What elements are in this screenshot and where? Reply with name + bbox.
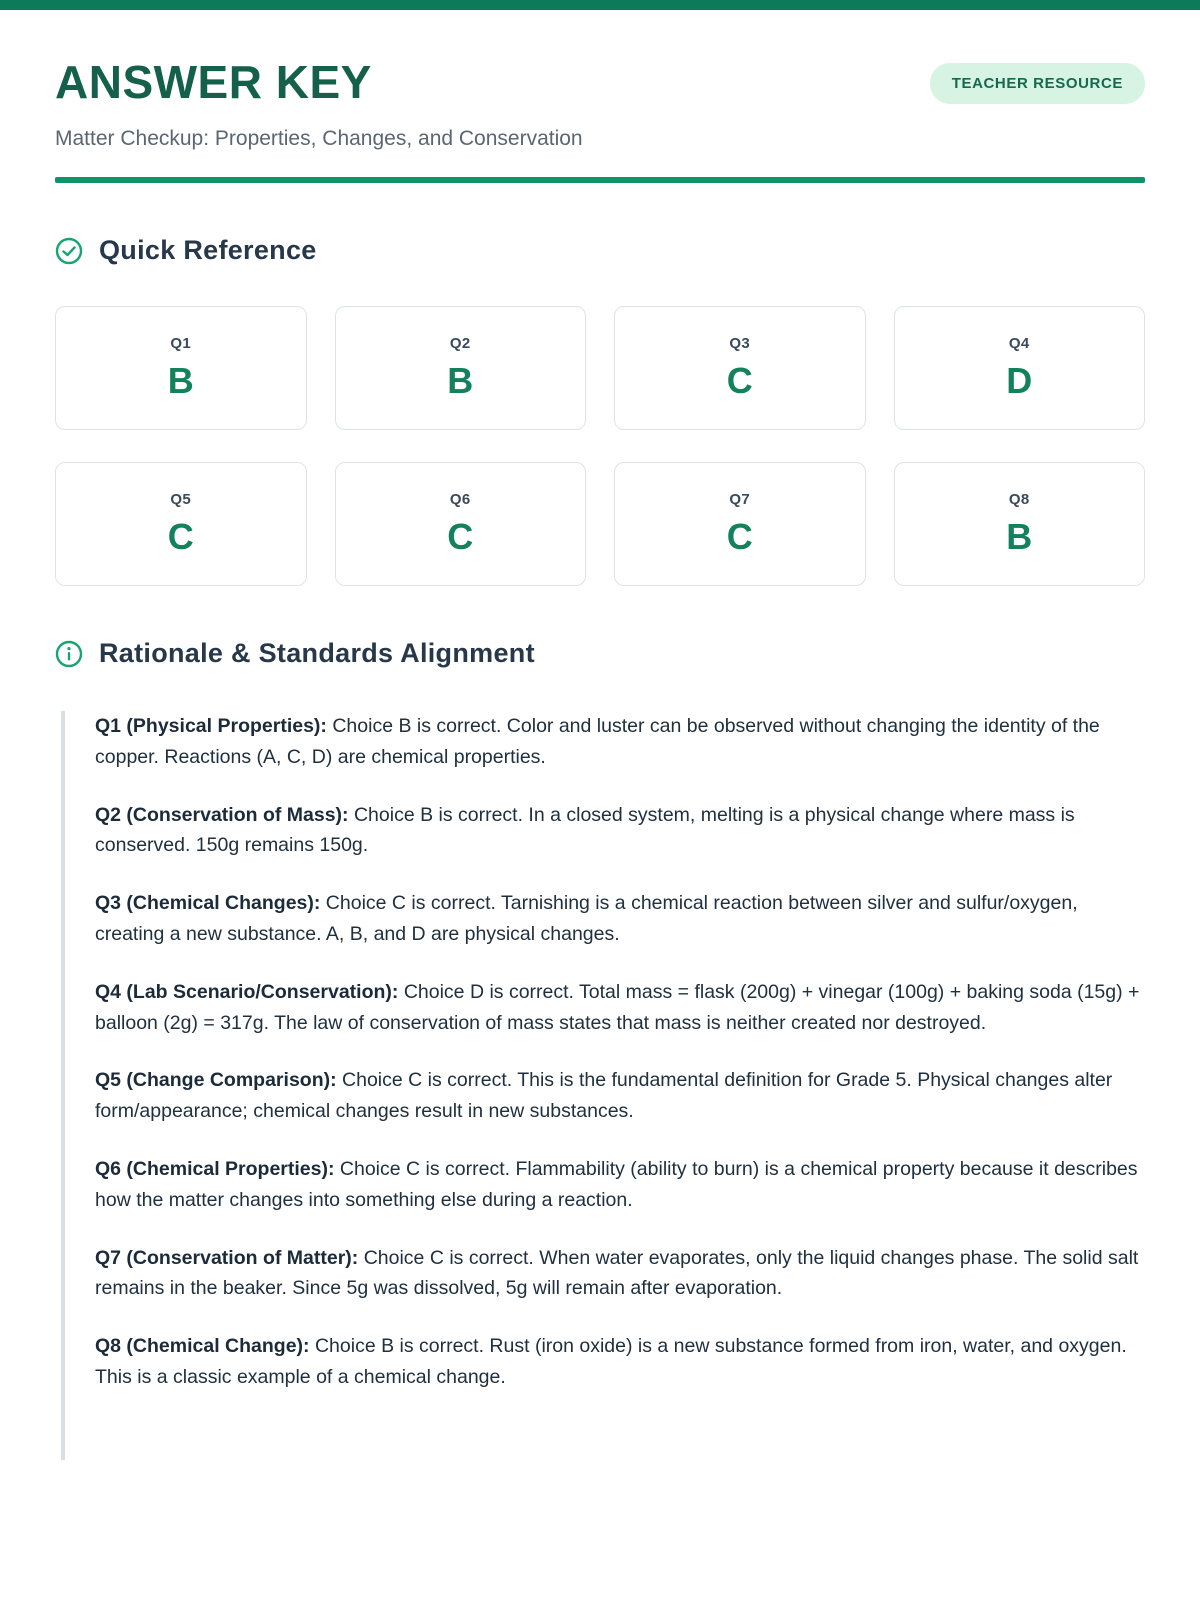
question-label: Q7 <box>729 490 751 508</box>
answer-letter: C <box>167 515 194 557</box>
rationale-block <box>61 711 1145 1460</box>
answer-cards-grid <box>55 306 1145 586</box>
page-subtitle: Matter Checkup: Properties, Changes, and Conservation <box>55 127 583 150</box>
rationale-title: Rationale & Standards Alignment <box>99 638 535 668</box>
answer-card-q8 <box>894 462 1146 586</box>
answer-letter: D <box>1006 359 1033 401</box>
question-label: Q6 <box>449 490 471 508</box>
rationale-label: Q2 (Conservation of Mass): <box>95 803 349 826</box>
rationale-item-q7 <box>95 1243 1145 1305</box>
answer-letter: B <box>167 359 194 401</box>
rationale-text: Choice B is correct. Rust (iron oxide) is a new substance formed from iron, water, and oxygen. This is a classic example of a chemical change. <box>95 1335 1127 1388</box>
rationale-heading <box>55 638 1145 669</box>
quick-reference-title: Quick Reference <box>99 235 317 265</box>
rationale-item-q1 <box>95 711 1145 773</box>
rationale-item-q2 <box>95 800 1145 862</box>
rationale-item-q5 <box>95 1065 1145 1127</box>
header-divider <box>55 177 1145 183</box>
rationale-label: Q1 (Physical Properties): <box>95 715 327 737</box>
teacher-resource-badge: TEACHER RESOURCE <box>930 63 1145 104</box>
answer-letter: C <box>447 515 474 557</box>
question-label: Q3 <box>729 334 751 352</box>
rationale-text: Choice B is correct. Color and luster can be observed without changing the identity of the copper. Reactions (A, C, D) are chemical properties. <box>95 715 1100 768</box>
rationale-label: Q6 (Chemical Properties): <box>95 1157 335 1180</box>
answer-card-q4 <box>894 306 1146 430</box>
answer-card-q7 <box>614 462 866 586</box>
answer-card-q2 <box>335 306 587 430</box>
rationale-label: Q8 (Chemical Change): <box>95 1335 310 1358</box>
answer-card-q5 <box>55 462 307 586</box>
question-label: Q5 <box>170 490 192 508</box>
page-title: ANSWER KEY <box>55 56 372 108</box>
answer-card-q1 <box>55 306 307 430</box>
rationale-label: Q7 (Conservation of Matter): <box>95 1246 359 1269</box>
rationale-item-q3 <box>95 888 1145 950</box>
page-header <box>55 55 1145 109</box>
question-label: Q2 <box>449 334 471 352</box>
answer-letter: C <box>726 359 753 401</box>
answer-letter: C <box>726 515 753 557</box>
rationale-item-q6 <box>95 1154 1145 1216</box>
rationale-text: Choice B is correct. In a closed system, melting is a physical change where mass is conserved. 150g remains 150g. <box>95 803 1075 857</box>
rationale-text: Choice C is correct. When water evaporates, only the liquid changes phase. The solid salt remains in the beaker. Since 5g was dissolved, 5g will remain after evaporation. <box>95 1246 1139 1300</box>
answer-card-q6 <box>335 462 587 586</box>
top-accent-bar <box>0 0 1200 10</box>
rationale-text: Choice D is correct. Total mass = flask (200g) + vinegar (100g) + baking soda (15g) + balloon (2g) = 317g. The law of conservation of mass states that mass is neither created nor destroyed. <box>95 980 1140 1034</box>
rationale-item-q4 <box>95 977 1145 1039</box>
answer-key-page <box>0 10 1200 1460</box>
info-circle-icon <box>55 640 83 668</box>
rationale-label: Q3 (Chemical Changes): <box>95 892 321 915</box>
quick-reference-heading <box>55 235 1145 266</box>
check-circle-icon <box>55 237 83 265</box>
rationale-label: Q5 (Change Comparison): <box>95 1069 337 1092</box>
rationale-item-q8 <box>95 1331 1145 1393</box>
question-label: Q8 <box>1008 490 1030 508</box>
answer-letter: B <box>447 359 474 401</box>
rationale-label: Q4 (Lab Scenario/Conservation): <box>95 980 399 1003</box>
answer-letter: B <box>1006 515 1033 557</box>
rationale-text: Choice C is correct. Tarnishing is a chemical reaction between silver and sulfur/oxygen, creating a new substance. A, B, and D are physical changes. <box>95 892 1078 945</box>
question-label: Q1 <box>170 334 192 352</box>
answer-card-q3 <box>614 306 866 430</box>
rationale-text: Choice C is correct. This is the fundamental definition for Grade 5. Physical changes alter form/appearance; chemical changes result in new substances. <box>95 1069 1113 1123</box>
question-label: Q4 <box>1008 334 1030 352</box>
rationale-text: Choice C is correct. Flammability (ability to burn) is a chemical property because it describes how the matter changes into something else during a reaction. <box>95 1157 1138 1211</box>
